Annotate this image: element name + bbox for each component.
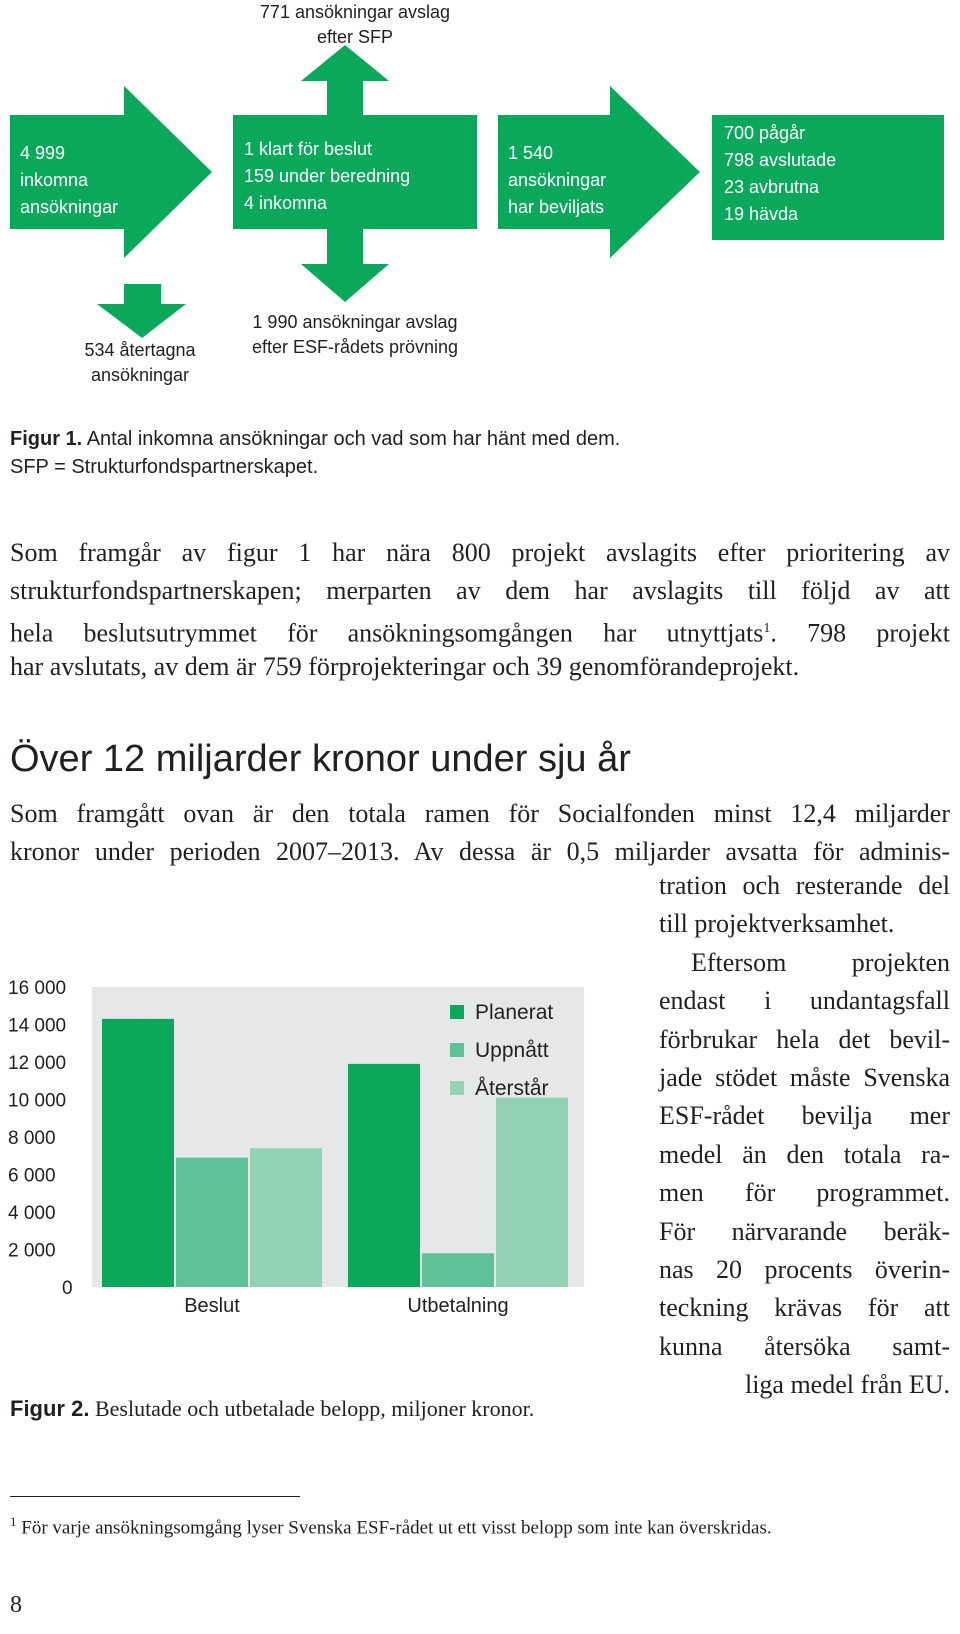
y-tick-label: 8 000: [8, 1128, 56, 1149]
bar-planerat: [348, 1064, 420, 1287]
flow-box-approved-text: 1 540 ansökningar har beviljats: [508, 143, 607, 217]
legend-label: Planerat: [475, 1001, 554, 1024]
figure-1-caption: [10, 425, 620, 481]
section-heading: Över 12 miljarder kronor under sju år: [10, 738, 631, 780]
legend-swatch: [450, 1081, 464, 1095]
side-line: tration och resterande del: [659, 871, 950, 900]
section-paragraph-line: Som framgått ovan är den totala ramen för Socialfonden minst 12,4 miljarder: [10, 799, 950, 828]
y-tick-label: 4 000: [8, 1203, 56, 1224]
legend-swatch: [450, 1043, 464, 1057]
y-tick-label: 10 000: [8, 1090, 67, 1112]
bar-uppnått: [176, 1158, 248, 1287]
flow-box-processing-text: 1 klart för beslut 159 under beredning 4 inkomna: [244, 139, 411, 213]
side-line: jade stödet måste Svenska: [659, 1062, 950, 1092]
y-tick-label: 16 000: [8, 978, 67, 999]
footnote-text: För varje ansökningsomgång lyser Svenska ESF-rådet ut ett visst belopp som inte kan överskridas.: [21, 1517, 772, 1539]
side-line: kunna återsöka samt-: [659, 1331, 950, 1361]
y-tick-label: 2 000: [8, 1240, 56, 1262]
figure-1-caption-text: Antal inkomna ansökningar och vad som har hänt med dem.: [82, 428, 621, 450]
x-category-label: Beslut: [184, 1295, 240, 1317]
x-category-label: Utbetalning: [407, 1295, 509, 1317]
flow-arrow-up: [301, 45, 389, 115]
flow-arrow-withdrawn: [97, 284, 186, 338]
y-tick-label: 14 000: [8, 1015, 67, 1037]
legend-label: Uppnått: [475, 1039, 549, 1062]
paragraph-1-line: har avslutats, av dem är 759 förprojekteringar och 39 genomförandeprojekt.: [10, 652, 800, 681]
side-line: För närvarande beräk-: [659, 1216, 950, 1246]
y-tick-label: 6 000: [8, 1165, 56, 1187]
figure-1-caption-label: Figur 1.: [10, 428, 83, 450]
figure-2-caption: [10, 1395, 534, 1423]
figure-2-chart: [0, 900, 640, 1370]
paragraph-1-line: Som framgår av figur 1 har nära 800 projekt avslagits efter prioritering av: [10, 538, 950, 567]
bar-återstår: [250, 1148, 322, 1287]
side-line: liga medel från EU.: [744, 1370, 950, 1400]
flow-box-outcome-text: 700 pågår 798 avslutade 23 avbrutna 19 hävda: [724, 123, 837, 224]
flow-label-withdrawn: 534 återtagna ansökningar: [84, 340, 196, 385]
footnote: [10, 1514, 772, 1539]
side-line: medel än den totala ra-: [659, 1139, 950, 1169]
page-number: 8: [10, 1592, 22, 1618]
footnote-ref: 1: [763, 621, 771, 636]
legend-swatch: [450, 1005, 464, 1019]
side-line: ESF-rådet bevilja mer: [659, 1101, 950, 1131]
paragraph-1-line: strukturfondspartnerskapen; merparten av dem har avslagits till följd av att: [10, 576, 950, 605]
paragraph-1: [10, 534, 950, 686]
side-line: teckning krävas för att: [659, 1293, 950, 1323]
footnote-rule: [10, 1496, 300, 1497]
side-line: Eftersom projekten: [691, 947, 950, 977]
flow-label-sfp-rejected: 771 ansökningar avslag efter SFP: [259, 2, 451, 47]
side-line: nas 20 procents överin-: [659, 1254, 950, 1284]
section-side-column: [659, 871, 950, 1408]
side-line: förbrukar hela det bevil-: [659, 1024, 950, 1054]
flow-arrow-down: [301, 229, 389, 302]
paragraph-1-line: hela beslutsutrymmet för ansökningsomgången har utnyttjats$^1$. 798 projekt: [10, 618, 951, 648]
footnote-mark: 1: [10, 1514, 17, 1529]
y-tick-label: 12 000: [8, 1053, 67, 1074]
side-line: men för programmet.: [659, 1178, 950, 1208]
section-paragraph-line: kronor under perioden 2007–2013. Av dessa är 0,5 miljarder avsatta för adminis-: [10, 837, 950, 866]
legend-label: Återstår: [475, 1077, 549, 1100]
section-paragraph: [10, 795, 950, 871]
figure-1-caption-sfp: SFP = Strukturfondspartnerskapet.: [10, 456, 319, 478]
bar-återstår: [496, 1098, 568, 1287]
bar-planerat: [102, 1019, 174, 1287]
side-line: till projektverksamhet.: [659, 909, 895, 939]
side-line: endast i undantagsfall: [659, 986, 950, 1016]
figure-2-caption-text: Beslutade och utbetalade belopp, miljoner kronor.: [89, 1396, 535, 1421]
flow-label-esf-rejected: 1 990 ansökningar avslag efter ESF-rådets prövning: [251, 312, 459, 357]
bar-uppnått: [422, 1253, 494, 1287]
figure-2-caption-label: Figur 2.: [10, 1396, 90, 1421]
y-tick-label: 0: [62, 1278, 73, 1299]
flow-box-received-text: 4 999 inkomna ansökningar: [20, 143, 119, 217]
